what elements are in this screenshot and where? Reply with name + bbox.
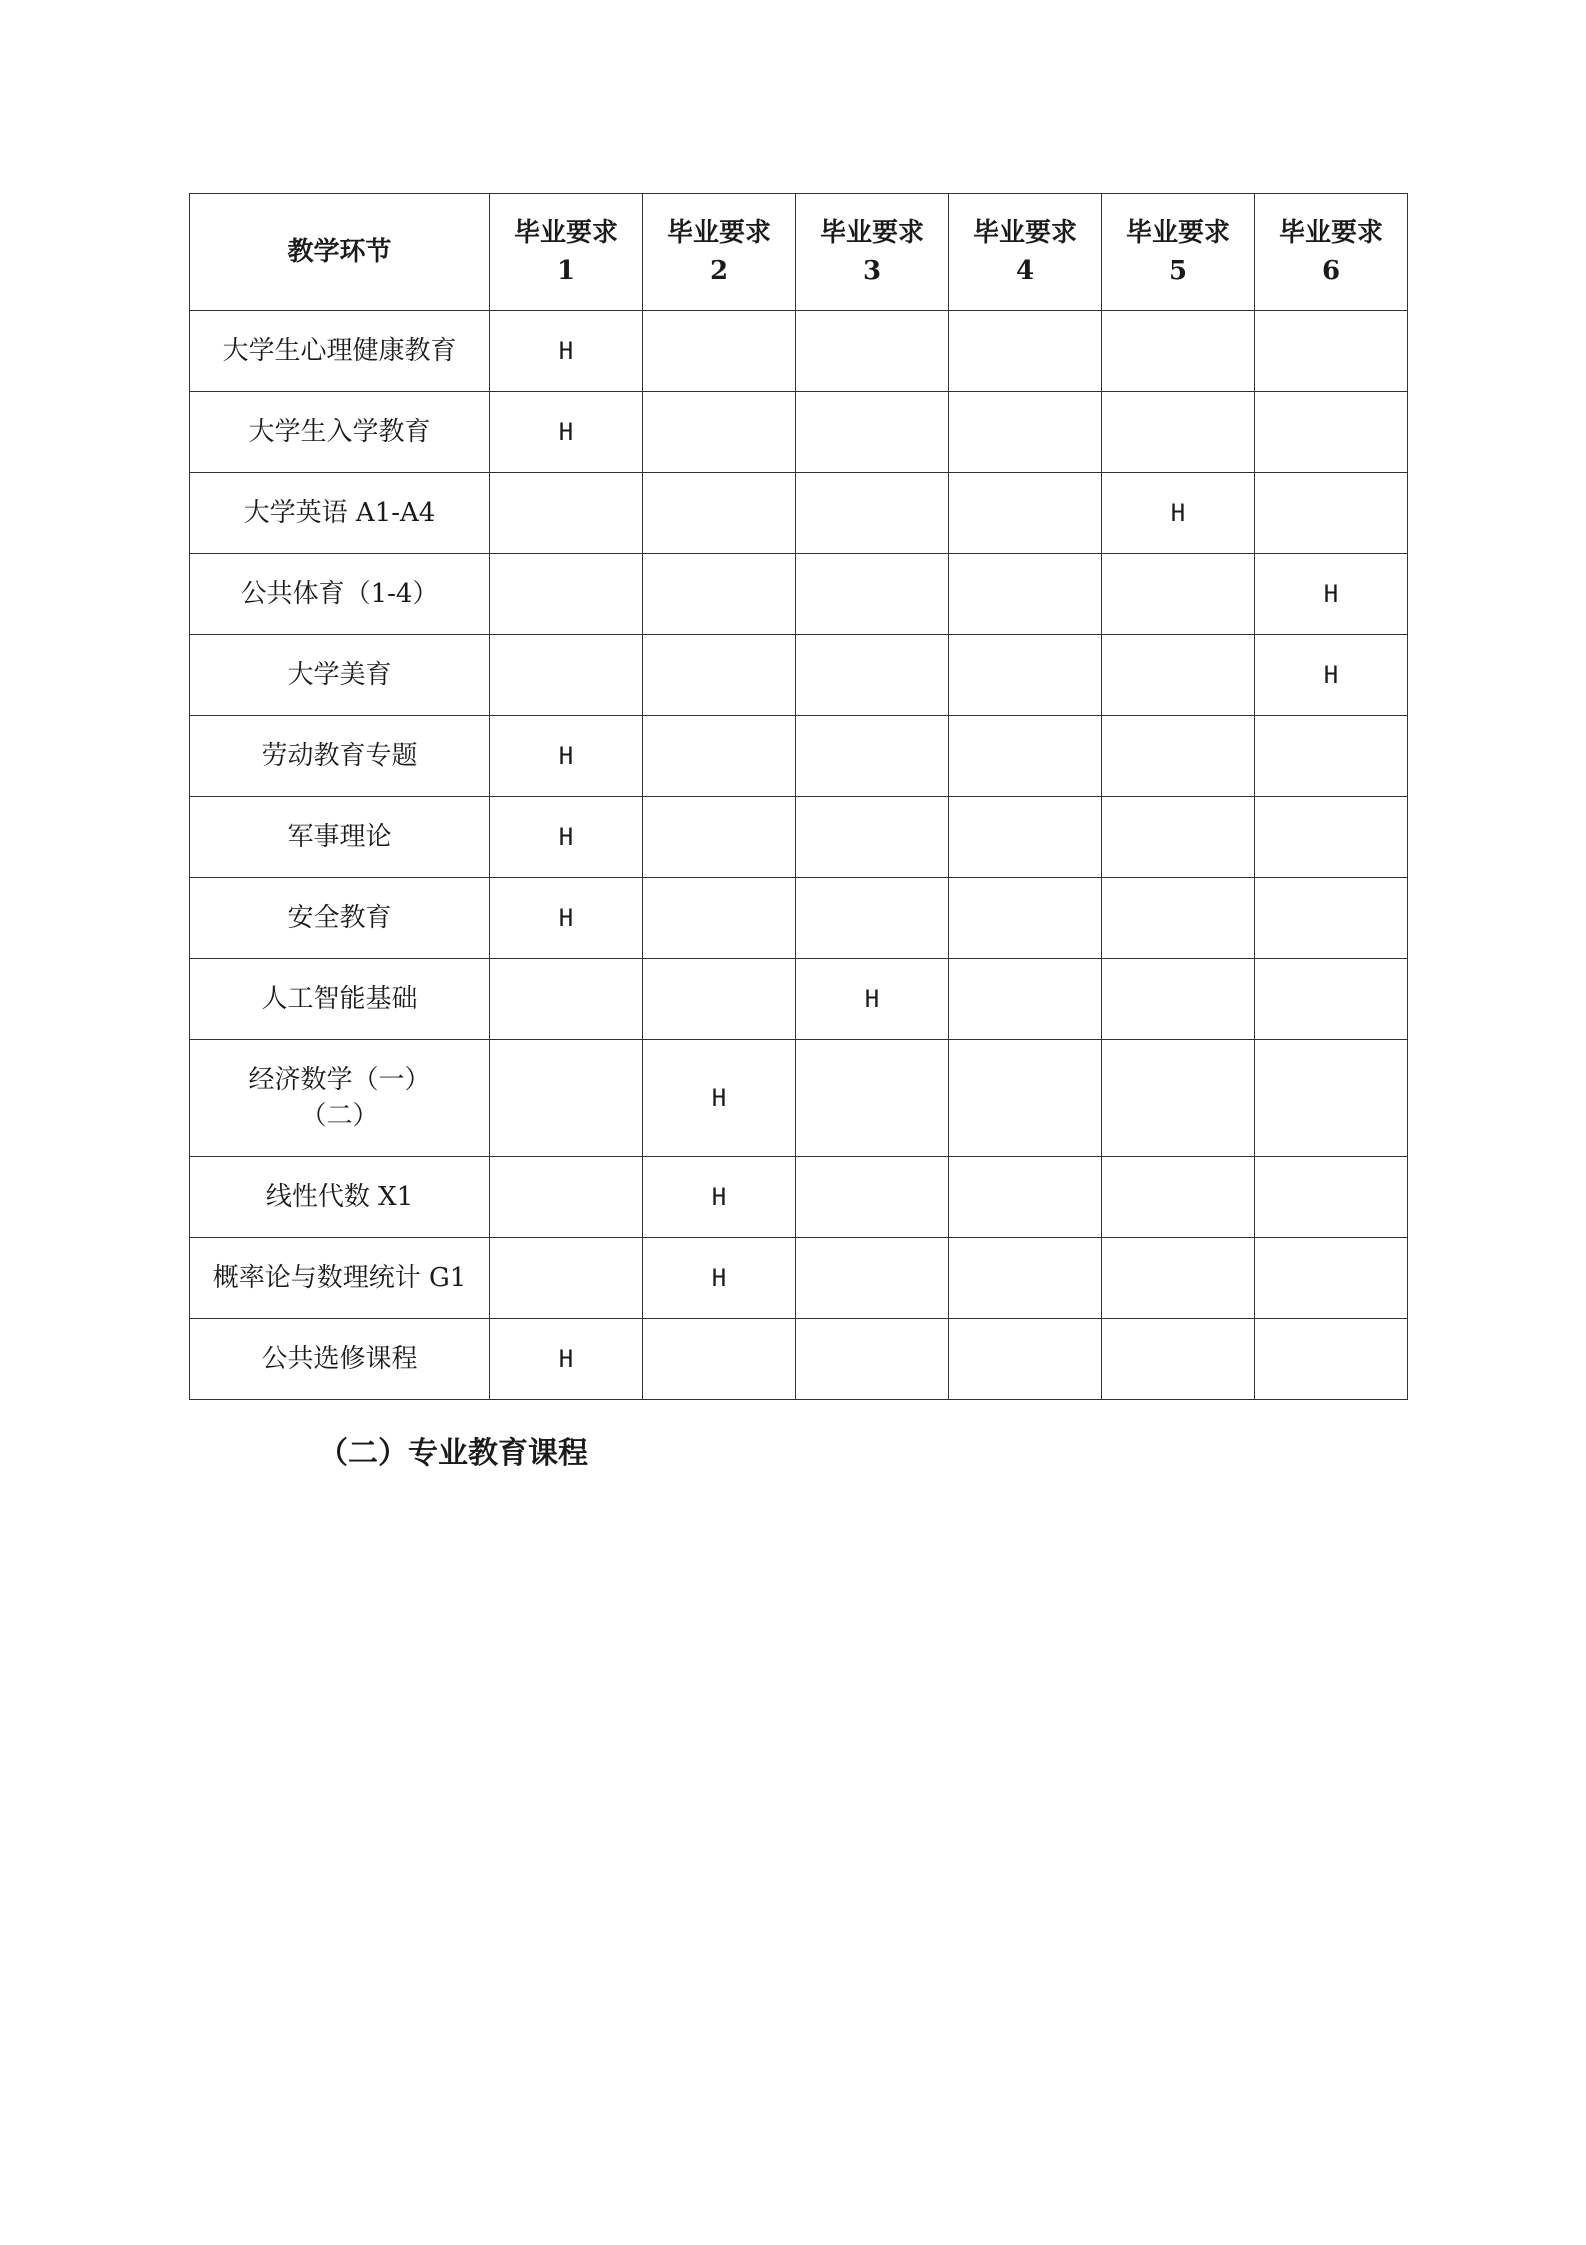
- course-name: 大学生心理健康教育: [222, 336, 457, 366]
- requirement-6-support-cell: [1255, 1040, 1408, 1157]
- table-row: [190, 473, 1408, 554]
- course-name: 劳动教育专题: [261, 741, 418, 771]
- requirement-5-support-cell: [1102, 878, 1255, 959]
- requirement-4-support-cell: [949, 716, 1102, 797]
- course-name: 经济数学（一）: [248, 1065, 431, 1095]
- course-name-cell: [190, 392, 490, 473]
- requirement-6-support-cell: [1255, 797, 1408, 878]
- table-row: [190, 797, 1408, 878]
- requirement-4-support-cell: [949, 1319, 1102, 1400]
- header-requirement-4: [949, 194, 1102, 311]
- course-name: 军事理论: [287, 822, 392, 852]
- requirement-2-support-cell: [643, 311, 796, 392]
- requirement-4-support-cell: [949, 959, 1102, 1040]
- requirement-2-support-cell: [643, 797, 796, 878]
- course-name-cell: [190, 311, 490, 392]
- course-name: 公共体育（1-4）: [240, 579, 439, 609]
- requirement-3-support-cell: [796, 635, 949, 716]
- header-requirement-6: [1255, 194, 1408, 311]
- requirement-1-support-cell: H: [490, 716, 643, 797]
- header-requirement-number: 1: [556, 256, 576, 286]
- requirement-1-support-cell: H: [490, 797, 643, 878]
- requirement-6-support-cell: [1255, 392, 1408, 473]
- header-requirement-title: 毕业要求: [972, 218, 1077, 248]
- requirement-5-support-cell: [1102, 392, 1255, 473]
- requirement-1-support-cell: H: [490, 392, 643, 473]
- requirement-2-support-cell: H: [643, 1040, 796, 1157]
- requirement-4-support-cell: [949, 1040, 1102, 1157]
- table-row: [190, 635, 1408, 716]
- course-name-cell: [190, 1238, 490, 1319]
- header-requirement-number: 6: [1321, 256, 1341, 286]
- requirement-1-support-cell: [490, 1040, 643, 1157]
- table-row: [190, 878, 1408, 959]
- header-requirement-title: 毕业要求: [666, 218, 771, 248]
- header-row: [190, 194, 1408, 311]
- requirement-6-support-cell: [1255, 473, 1408, 554]
- requirement-2-support-cell: [643, 878, 796, 959]
- requirement-2-support-cell: [643, 635, 796, 716]
- table-row: [190, 716, 1408, 797]
- header-requirement-number: 3: [862, 256, 882, 286]
- header-requirement-5: [1102, 194, 1255, 311]
- requirement-4-support-cell: [949, 554, 1102, 635]
- course-name: 公共选修课程: [261, 1344, 418, 1374]
- requirement-5-support-cell: [1102, 959, 1255, 1040]
- requirement-5-support-cell: H: [1102, 473, 1255, 554]
- header-requirement-number: 2: [709, 256, 729, 286]
- requirement-2-support-cell: [643, 554, 796, 635]
- requirement-6-support-cell: [1255, 1157, 1408, 1238]
- course-name-cell: [190, 878, 490, 959]
- requirement-5-support-cell: [1102, 554, 1255, 635]
- header-requirement-title: 毕业要求: [819, 218, 924, 248]
- table-row: [190, 1157, 1408, 1238]
- header-requirement-title: 毕业要求: [513, 218, 618, 248]
- requirement-6-support-cell: [1255, 716, 1408, 797]
- requirement-5-support-cell: [1102, 797, 1255, 878]
- table-row: [190, 1238, 1408, 1319]
- course-name: 人工智能基础: [261, 984, 418, 1014]
- requirement-3-support-cell: [796, 1319, 949, 1400]
- header-requirement-3: [796, 194, 949, 311]
- requirement-3-support-cell: H: [796, 959, 949, 1040]
- requirement-2-support-cell: [643, 716, 796, 797]
- requirement-4-support-cell: [949, 473, 1102, 554]
- requirement-5-support-cell: [1102, 311, 1255, 392]
- requirement-4-support-cell: [949, 1157, 1102, 1238]
- requirement-4-support-cell: [949, 1238, 1102, 1319]
- header-requirement-title: 毕业要求: [1278, 218, 1383, 248]
- header-requirement-number: 4: [1015, 256, 1035, 286]
- table-header: [190, 194, 1408, 311]
- course-name-cell: [190, 635, 490, 716]
- requirement-5-support-cell: [1102, 1040, 1255, 1157]
- course-name-cell: [190, 1040, 490, 1157]
- course-name-cell: [190, 959, 490, 1040]
- requirement-6-support-cell: H: [1255, 635, 1408, 716]
- requirement-6-support-cell: [1255, 1319, 1408, 1400]
- requirement-6-support-cell: [1255, 878, 1408, 959]
- requirement-3-support-cell: [796, 878, 949, 959]
- header-requirement-2: [643, 194, 796, 311]
- table-body: [190, 311, 1408, 1400]
- requirement-3-support-cell: [796, 1238, 949, 1319]
- requirement-4-support-cell: [949, 392, 1102, 473]
- requirement-1-support-cell: [490, 635, 643, 716]
- table-row: [190, 311, 1408, 392]
- requirement-1-support-cell: [490, 473, 643, 554]
- requirements-matrix-table: [189, 193, 1408, 1400]
- header-teaching-stage: 教学环节: [190, 194, 490, 311]
- table-row: [190, 392, 1408, 473]
- requirement-1-support-cell: [490, 1157, 643, 1238]
- table-row: [190, 959, 1408, 1040]
- requirement-2-support-cell: [643, 392, 796, 473]
- requirement-5-support-cell: [1102, 716, 1255, 797]
- course-name-cell: [190, 716, 490, 797]
- requirement-2-support-cell: [643, 1319, 796, 1400]
- course-name: 大学英语 A1-A4: [243, 498, 436, 528]
- requirement-2-support-cell: H: [643, 1238, 796, 1319]
- requirement-5-support-cell: [1102, 1238, 1255, 1319]
- requirement-6-support-cell: [1255, 1238, 1408, 1319]
- course-name: 线性代数 X1: [265, 1182, 414, 1212]
- table-row: [190, 1040, 1408, 1157]
- requirement-5-support-cell: [1102, 1319, 1255, 1400]
- course-name-cell: [190, 797, 490, 878]
- requirement-6-support-cell: [1255, 311, 1408, 392]
- requirement-2-support-cell: H: [643, 1157, 796, 1238]
- course-name-cell: [190, 1157, 490, 1238]
- requirement-3-support-cell: [796, 797, 949, 878]
- course-name-cell: [190, 1319, 490, 1400]
- table-row: [190, 1319, 1408, 1400]
- header-requirement-number: 5: [1168, 256, 1188, 286]
- header-requirement-1: [490, 194, 643, 311]
- requirement-3-support-cell: [796, 716, 949, 797]
- requirement-1-support-cell: H: [490, 311, 643, 392]
- course-name-cell: [190, 554, 490, 635]
- requirement-6-support-cell: [1255, 959, 1408, 1040]
- course-name: （二）: [300, 1101, 379, 1131]
- requirement-3-support-cell: [796, 392, 949, 473]
- requirement-3-support-cell: [796, 473, 949, 554]
- section-heading: （二）专业教育课程: [318, 1436, 588, 1471]
- course-name: 大学美育: [287, 660, 392, 690]
- table-row: [190, 554, 1408, 635]
- requirement-5-support-cell: [1102, 1157, 1255, 1238]
- requirement-1-support-cell: H: [490, 878, 643, 959]
- requirement-1-support-cell: H: [490, 1319, 643, 1400]
- requirement-1-support-cell: [490, 1238, 643, 1319]
- requirement-4-support-cell: [949, 635, 1102, 716]
- requirement-4-support-cell: [949, 311, 1102, 392]
- course-name: 概率论与数理统计 G1: [212, 1263, 467, 1293]
- requirement-3-support-cell: [796, 311, 949, 392]
- course-name-cell: [190, 473, 490, 554]
- requirement-2-support-cell: [643, 959, 796, 1040]
- requirement-4-support-cell: [949, 797, 1102, 878]
- requirement-1-support-cell: [490, 959, 643, 1040]
- course-name: 大学生入学教育: [248, 417, 431, 447]
- requirement-4-support-cell: [949, 878, 1102, 959]
- header-requirement-title: 毕业要求: [1125, 218, 1230, 248]
- requirement-3-support-cell: [796, 554, 949, 635]
- requirement-2-support-cell: [643, 473, 796, 554]
- requirement-3-support-cell: [796, 1040, 949, 1157]
- course-name: 安全教育: [287, 903, 392, 933]
- requirement-6-support-cell: H: [1255, 554, 1408, 635]
- requirement-1-support-cell: [490, 554, 643, 635]
- requirement-5-support-cell: [1102, 635, 1255, 716]
- requirement-3-support-cell: [796, 1157, 949, 1238]
